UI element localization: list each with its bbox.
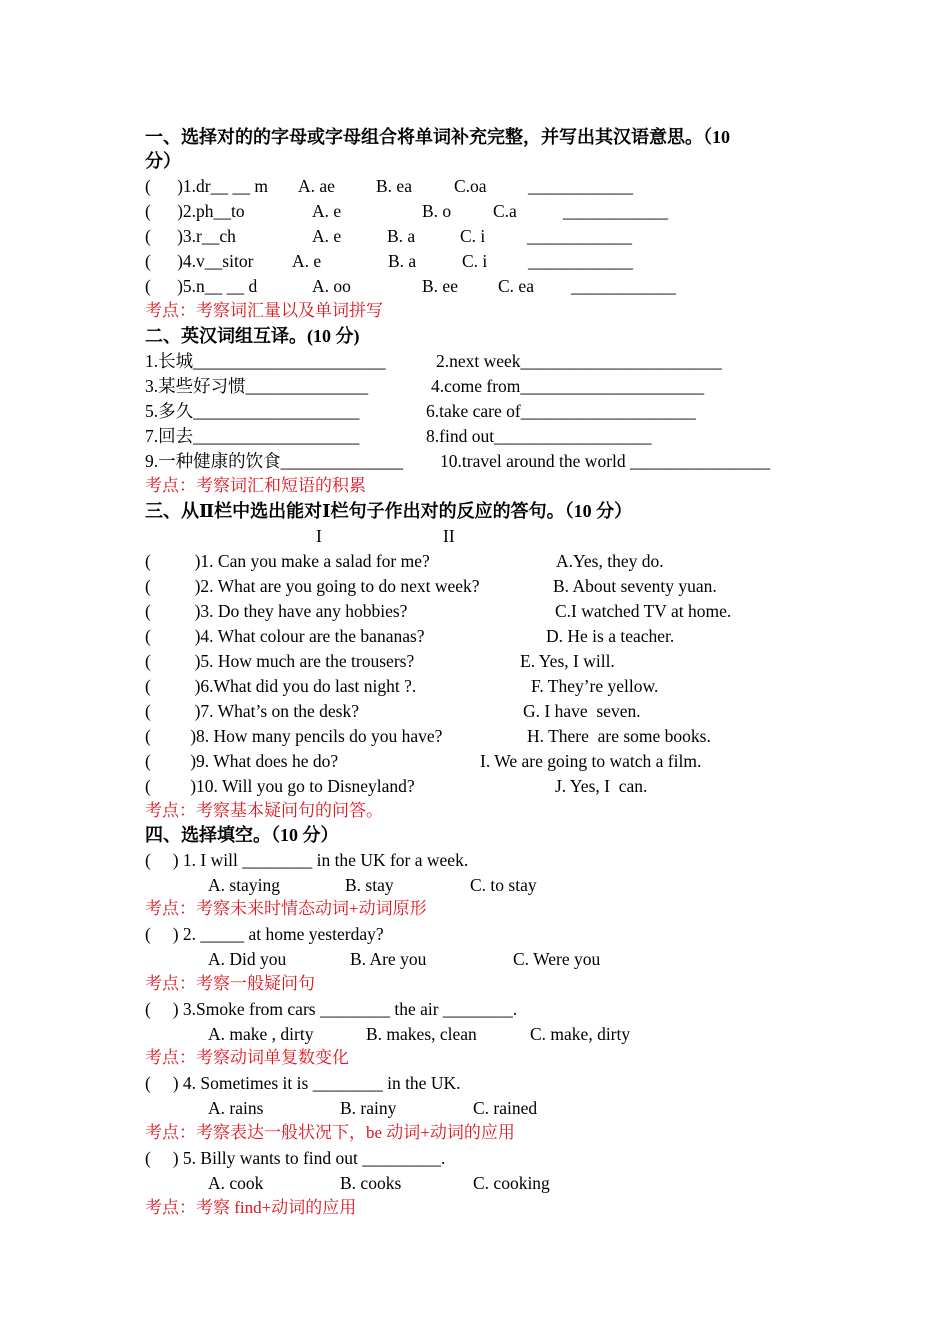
s4-option-c: C. to stay	[470, 875, 537, 895]
s3-question: ( )7. What’s on the desk?	[145, 701, 360, 721]
s3-answer: C.I watched TV at home.	[555, 601, 732, 621]
s4-option-c: C. make, dirty	[530, 1024, 631, 1044]
s3-question: ( )5. How much are the trousers?	[145, 651, 415, 671]
s3-question: ( )8. How many pencils do you have?	[145, 726, 443, 746]
s3-answer: H. There are some books.	[527, 726, 711, 746]
s1-answer-blank: ____________	[563, 201, 668, 221]
s2-left-phrase: 9.一种健康的饮食______________	[145, 451, 404, 471]
s1-question: ( )4.v__sitor	[145, 251, 254, 271]
s1-question: ( )1.dr__ __ m	[145, 176, 268, 196]
s3-answer: D. He is a teacher.	[546, 626, 675, 646]
s2-left-phrase: 3.某些好习惯______________	[145, 376, 369, 396]
s4-question-4: ( ) 4. Sometimes it is ________ in the UK.	[145, 1073, 461, 1093]
s4-option-c: C. cooking	[473, 1173, 550, 1193]
s1-option-c: C.a	[493, 201, 517, 221]
s3-question: ( )9. What does he do?	[145, 751, 339, 771]
s1-option-b: B. a	[388, 251, 417, 271]
s2-right-phrase: 8.find out__________________	[426, 426, 652, 446]
s4-option-b: B. rainy	[340, 1098, 397, 1118]
s3-question: ( )4. What colour are the bananas?	[145, 626, 425, 646]
s1-option-b: B. ee	[422, 276, 458, 296]
s4-question-1: ( ) 1. I will ________ in the UK for a week.	[145, 850, 469, 870]
s3-answer: A.Yes, they do.	[556, 551, 664, 571]
s4-option-a: A. staying	[208, 875, 280, 895]
s1-answer-blank: ____________	[527, 226, 632, 246]
s1-option-b: B. o	[422, 201, 452, 221]
s4-note-1: 考点：考察未来时情态动词+动词原形	[145, 899, 427, 918]
s1-question: ( )3.r__ch	[145, 226, 236, 246]
s4-note-5: 考点：考察 find+动词的应用	[145, 1198, 357, 1217]
s4-option-b: B. cooks	[340, 1173, 402, 1193]
s1-answer-blank: ____________	[571, 276, 676, 296]
section1-title-cont: 分）	[145, 151, 181, 171]
s1-question: ( )5.n__ __ d	[145, 276, 258, 296]
s1-option-a: A. e	[312, 226, 342, 246]
section1-title: 一、选择对的的字母或字母组合将单词补充完整，并写出其汉语意思。（10	[145, 127, 730, 147]
s1-option-b: B. ea	[376, 176, 412, 196]
s3-answer: E. Yes, I will.	[520, 651, 615, 671]
s4-option-b: B. makes, clean	[366, 1024, 477, 1044]
s3-question: ( )1. Can you make a salad for me?	[145, 551, 430, 571]
s1-option-c: C. ea	[498, 276, 534, 296]
s1-option-c: C. i	[460, 226, 486, 246]
s2-right-phrase: 4.come from_____________________	[431, 376, 705, 396]
section4-title: 四、选择填空。（10 分）	[145, 825, 339, 845]
s2-right-phrase: 2.next week_______________________	[436, 351, 722, 371]
section1-note: 考点：考察词汇量以及单词拼写	[145, 301, 383, 320]
s3-question: ( )6.What did you do last night ?.	[145, 676, 417, 696]
s3-question: ( )3. Do they have any hobbies?	[145, 601, 408, 621]
s4-question-2: ( ) 2. _____ at home yesterday?	[145, 924, 384, 944]
s1-option-b: B. a	[387, 226, 416, 246]
s1-option-c: C. i	[462, 251, 488, 271]
s4-option-a: A. rains	[208, 1098, 264, 1118]
s1-answer-blank: ____________	[528, 251, 633, 271]
s4-option-c: C. Were you	[513, 949, 601, 969]
s3-answer: J. Yes, I can.	[555, 776, 648, 796]
s1-answer-blank: ____________	[528, 176, 633, 196]
s4-option-a: A. Did you	[208, 949, 287, 969]
s1-option-c: C.oa	[454, 176, 487, 196]
s1-option-a: A. oo	[312, 276, 351, 296]
s3-col1-header: I	[316, 526, 322, 546]
s2-right-phrase: 10.travel around the world ________________	[440, 451, 771, 471]
s2-right-phrase: 6.take care of____________________	[426, 401, 696, 421]
s1-option-a: A. e	[292, 251, 322, 271]
s1-option-a: A. e	[312, 201, 342, 221]
s3-question: ( )2. What are you going to do next week?	[145, 576, 480, 596]
s3-col2-header: II	[443, 526, 455, 546]
section3-note: 考点：考察基本疑问句的问答。	[145, 801, 383, 820]
s3-answer: I. We are going to watch a film.	[480, 751, 702, 771]
s2-left-phrase: 5.多久___________________	[145, 401, 360, 421]
s4-option-c: C. rained	[473, 1098, 538, 1118]
s4-note-4: 考点：考察表达一般状况下，be 动词+动词的应用	[145, 1123, 515, 1142]
section2-note: 考点：考察词汇和短语的积累	[145, 476, 366, 495]
s4-option-b: B. Are you	[350, 949, 427, 969]
s4-note-3: 考点：考察动词单复数变化	[145, 1048, 349, 1067]
s4-note-2: 考点：考察一般疑问句	[145, 974, 315, 993]
s2-left-phrase: 1.长城______________________	[145, 351, 386, 371]
section2-title: 二、英汉词组互译。(10 分)	[145, 326, 360, 346]
s3-question: ( )10. Will you go to Disneyland?	[145, 776, 415, 796]
s3-answer: B. About seventy yuan.	[553, 576, 717, 596]
s4-question-3: ( ) 3.Smoke from cars ________ the air ________.	[145, 999, 518, 1019]
section3-title: 三、从Ⅱ栏中选出能对Ⅰ栏句子作出对的反应的答句。（10 分）	[145, 501, 633, 521]
s4-option-a: A. make , dirty	[208, 1024, 314, 1044]
s4-option-a: A. cook	[208, 1173, 264, 1193]
s4-option-b: B. stay	[345, 875, 394, 895]
s3-answer: G. I have seven.	[523, 701, 641, 721]
s1-question: ( )2.ph__to	[145, 201, 245, 221]
s3-answer: F. They’re yellow.	[531, 676, 659, 696]
s1-option-a: A. ae	[298, 176, 335, 196]
s4-question-5: ( ) 5. Billy wants to find out _________.	[145, 1148, 446, 1168]
s2-left-phrase: 7.回去___________________	[145, 426, 360, 446]
